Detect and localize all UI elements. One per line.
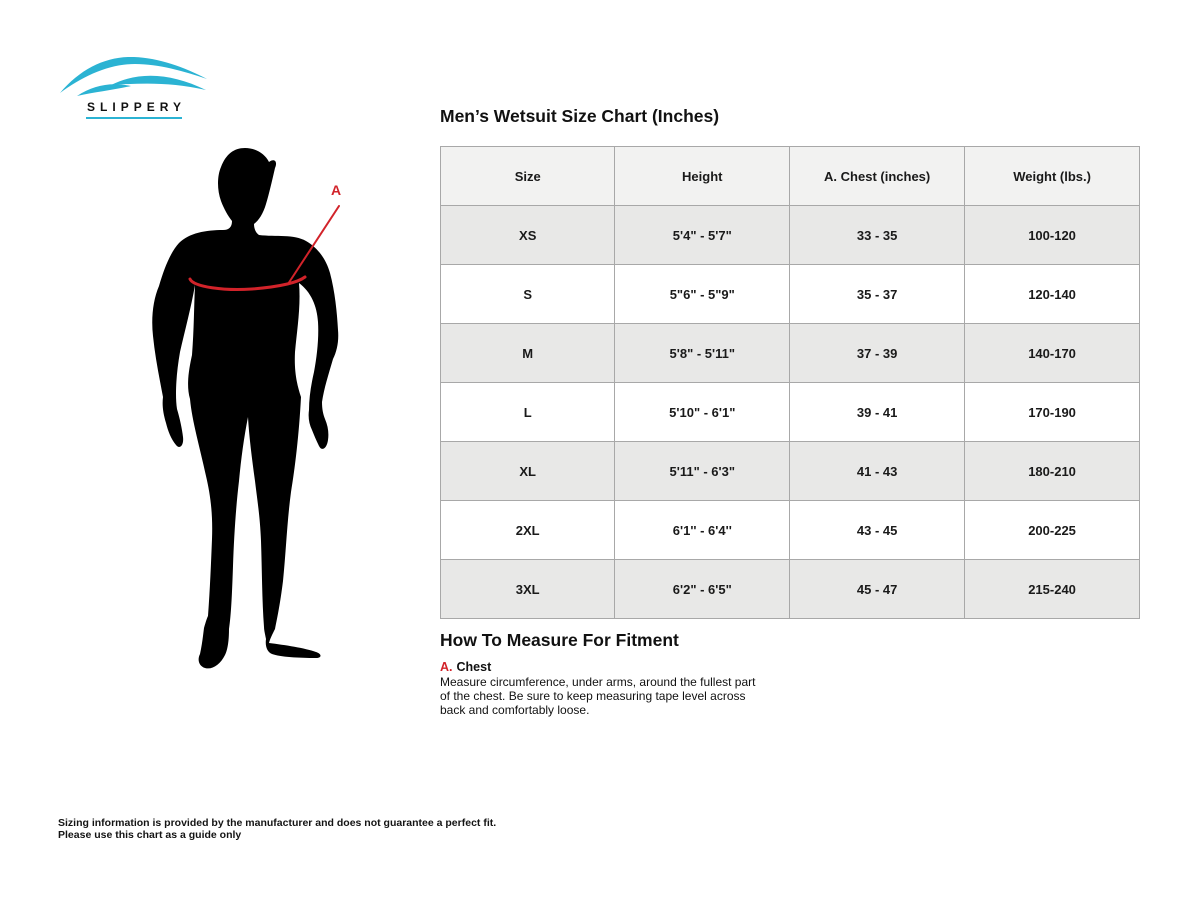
disclaimer-line: Please use this chart as a guide only bbox=[58, 829, 242, 841]
cell-size: 3XL bbox=[441, 560, 615, 619]
cell-size: L bbox=[441, 383, 615, 442]
cell-weight: 170-190 bbox=[965, 383, 1140, 442]
header-height: Height bbox=[615, 147, 790, 206]
table-row bbox=[441, 383, 1140, 442]
header-size: Size bbox=[441, 147, 615, 206]
cell-chest: 43 - 45 bbox=[790, 501, 965, 560]
male-silhouette-icon bbox=[125, 140, 375, 675]
cell-height: 5'4" - 5'7" bbox=[615, 206, 790, 265]
measure-description-line: Measure circumference, under arms, around the fullest part bbox=[440, 675, 756, 689]
cell-weight: 120-140 bbox=[965, 265, 1140, 324]
cell-height: 5"6" - 5"9" bbox=[615, 265, 790, 324]
cell-size: XS bbox=[441, 206, 615, 265]
cell-height: 5'11" - 6'3" bbox=[615, 442, 790, 501]
cell-weight: 215-240 bbox=[965, 560, 1140, 619]
cell-weight: 140-170 bbox=[965, 324, 1140, 383]
cell-height: 5'8" - 5'11" bbox=[615, 324, 790, 383]
table-row bbox=[441, 442, 1140, 501]
how-to-measure-section bbox=[440, 630, 770, 717]
brand-underline bbox=[86, 117, 182, 119]
header-chest: A. Chest (inches) bbox=[790, 147, 965, 206]
table-row bbox=[441, 324, 1140, 383]
chest-point-label: A bbox=[331, 182, 342, 198]
cell-chest: 35 - 37 bbox=[790, 265, 965, 324]
cell-height: 6'2" - 6'5" bbox=[615, 560, 790, 619]
slippery-wave-icon bbox=[59, 52, 209, 98]
size-chart-table bbox=[440, 146, 1140, 619]
cell-weight: 100-120 bbox=[965, 206, 1140, 265]
cell-chest: 39 - 41 bbox=[790, 383, 965, 442]
slippery-logo bbox=[58, 52, 210, 119]
cell-weight: 200-225 bbox=[965, 501, 1140, 560]
table-header-row bbox=[441, 147, 1140, 206]
brand-name: SLIPPERY bbox=[87, 100, 186, 114]
disclaimer-line: Sizing information is provided by the manufacturer and does not guarantee a perfect fit. bbox=[58, 817, 497, 829]
measure-item-letter: A. bbox=[440, 660, 453, 674]
measure-heading: How To Measure For Fitment bbox=[440, 630, 679, 650]
cell-size: S bbox=[441, 265, 615, 324]
disclaimer bbox=[58, 817, 496, 841]
cell-size: XL bbox=[441, 442, 615, 501]
cell-chest: 33 - 35 bbox=[790, 206, 965, 265]
header-weight: Weight (lbs.) bbox=[965, 147, 1140, 206]
table-row bbox=[441, 560, 1140, 619]
measure-description-line: of the chest. Be sure to keep measuring tape level across bbox=[440, 689, 746, 703]
measure-item-chest bbox=[440, 660, 770, 674]
cell-height: 5'10" - 6'1" bbox=[615, 383, 790, 442]
page-title: Men’s Wetsuit Size Chart (Inches) bbox=[440, 106, 720, 126]
body-silhouette-figure bbox=[125, 140, 375, 675]
cell-size: M bbox=[441, 324, 615, 383]
cell-chest: 41 - 43 bbox=[790, 442, 965, 501]
table-row bbox=[441, 501, 1140, 560]
cell-height: 6'1'' - 6'4'' bbox=[615, 501, 790, 560]
table-row bbox=[441, 265, 1140, 324]
cell-size: 2XL bbox=[441, 501, 615, 560]
table-row bbox=[441, 206, 1140, 265]
cell-weight: 180-210 bbox=[965, 442, 1140, 501]
measure-item-name: Chest bbox=[456, 660, 492, 674]
measure-description bbox=[440, 675, 770, 717]
measure-description-line: back and comfortably loose. bbox=[440, 703, 590, 717]
cell-chest: 45 - 47 bbox=[790, 560, 965, 619]
cell-chest: 37 - 39 bbox=[790, 324, 965, 383]
